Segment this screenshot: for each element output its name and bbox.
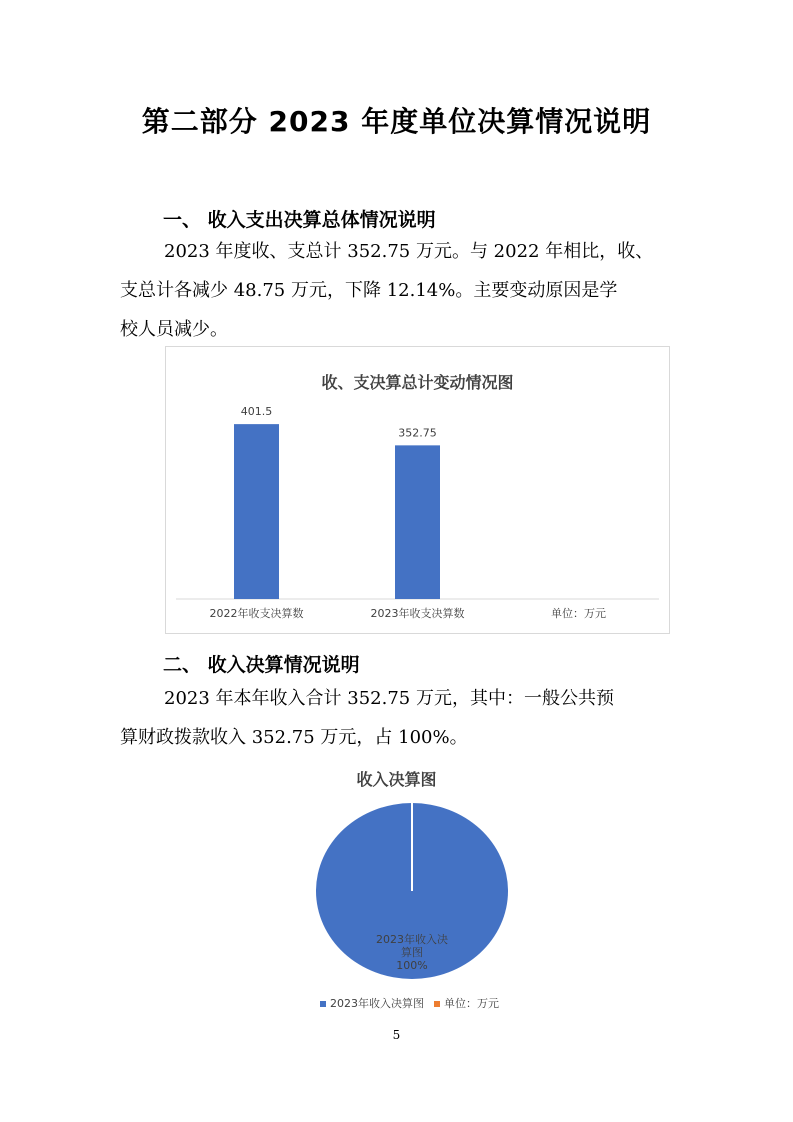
- bar-2: [395, 445, 440, 599]
- bar-chart-plot: [166, 347, 669, 633]
- x-tick-label-3: 单位：万元: [551, 607, 606, 620]
- section2-line2: 算财政拨款收入 352.75 万元，占 100%。: [120, 727, 468, 748]
- section2-line1: 2023 年本年收入合计 352.75 万元，其中：一般公共预: [164, 688, 614, 709]
- legend-swatch-orange: [434, 1001, 440, 1007]
- x-tick-label-1: 2022年收支决算数: [209, 607, 304, 620]
- x-tick-label-2: 2023年收支决算数: [370, 607, 465, 620]
- page-number: 5: [392, 1028, 401, 1042]
- bar-chart: [165, 346, 670, 634]
- section1-line2: 支总计各减少 48.75 万元，下降 12.14%。主要变动原因是学: [120, 280, 618, 301]
- section1-line1: 2023 年度收、支总计 352.75 万元。与 2022 年相比，收、: [164, 241, 654, 262]
- pie-data-label-line-1: 2023年收入决: [376, 933, 448, 946]
- section1-paragraph: [120, 232, 680, 349]
- page-title: 第二部分 2023 年度单位决算情况说明: [141, 105, 652, 138]
- pie-data-label-line-3: 100%: [396, 959, 428, 972]
- pie-chart: [292, 796, 532, 996]
- legend-item-income: 2023年收入决算图: [320, 995, 424, 1011]
- legend-item-unit: 单位：万元: [434, 995, 499, 1011]
- bar-chart-title: 收、支决算总计变动情况图: [321, 373, 514, 392]
- bar-1: [234, 424, 279, 599]
- legend-swatch-blue: [320, 1001, 326, 1007]
- pie-data-label-line-2: 算图: [401, 946, 423, 959]
- section1-heading: 一、 收入支出决算总体情况说明: [163, 209, 436, 231]
- section1-line3: 校人员减少。: [120, 319, 228, 340]
- pie-chart-title: 收入决算图: [356, 770, 437, 789]
- section2-heading: 二、 收入决算情况说明: [163, 654, 360, 676]
- pie-legend: [320, 995, 499, 1011]
- bar-data-label-2: 352.75: [398, 426, 437, 440]
- section2-paragraph: [120, 679, 680, 757]
- bar-data-label-1: 401.5: [240, 405, 273, 419]
